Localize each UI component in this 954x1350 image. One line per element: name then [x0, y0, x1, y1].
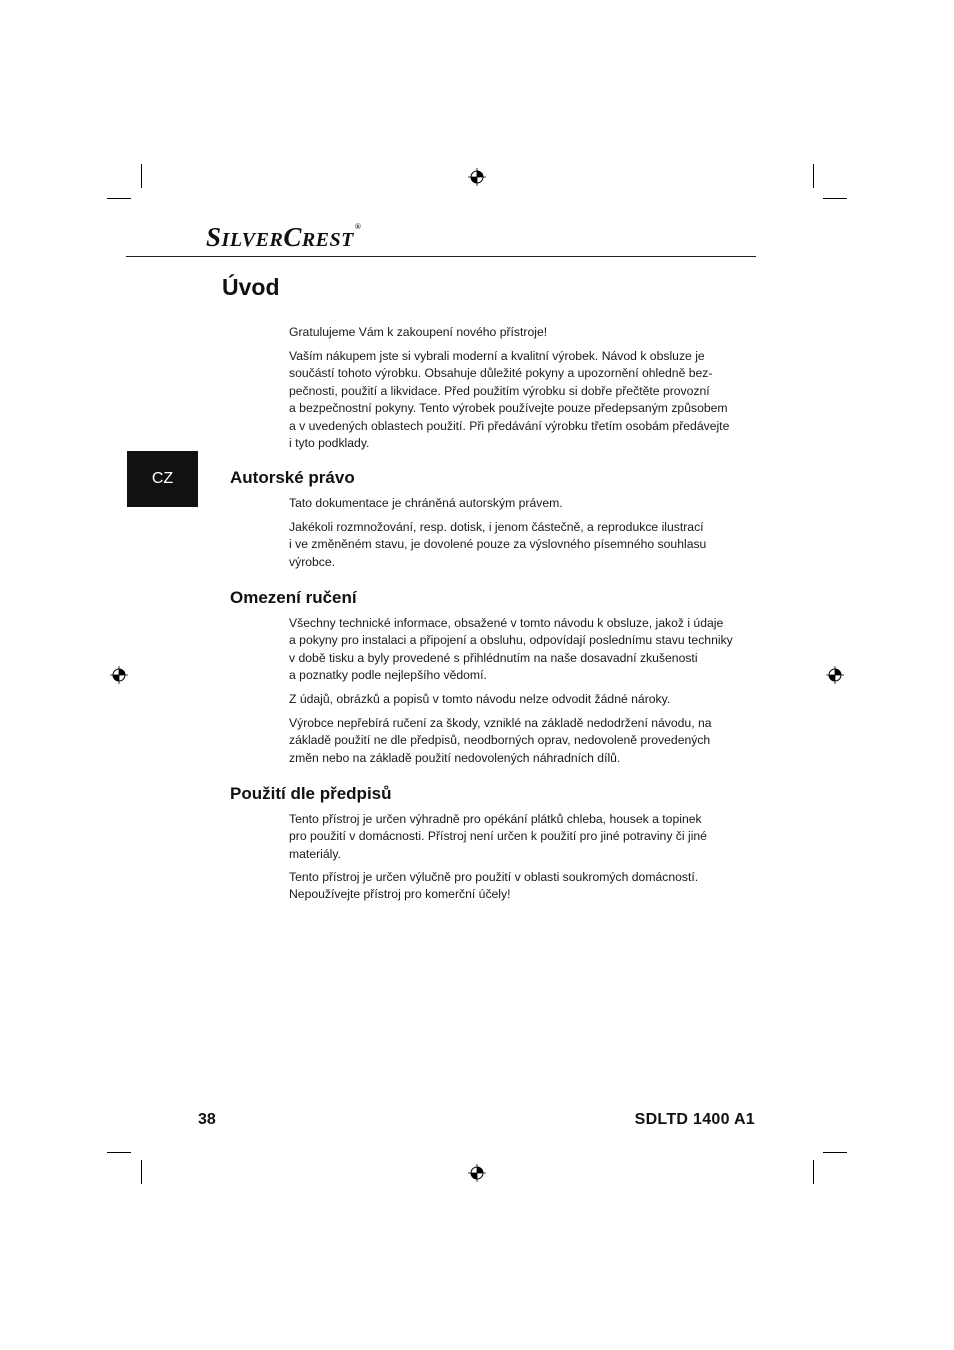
logo-letters: REST [301, 229, 354, 251]
text-line: Jakékoli rozmnožování, resp. dotisk, i jenom částečně, a reprodukce ilustrací [289, 520, 704, 534]
crop-mark [141, 164, 142, 188]
text-line: Nepoužívejte přístroj pro komerční účely! [289, 887, 511, 902]
brand-logo [206, 222, 361, 250]
text-line: Vaším nákupem jste si vybrali moderní a kvalitní výrobek. Návod k obsluze je [289, 349, 705, 363]
text-line: Tento přístroj je určen výhradně pro opékání plátků chleba, housek a topinek [289, 812, 702, 826]
logo-letter: C [283, 222, 302, 252]
copyright-paragraph-1 [289, 495, 739, 512]
language-tab: CZ [127, 451, 198, 507]
text-line: Výrobce nepřebírá ručení za škody, vzniklé na základě nedodržení návodu, na [289, 716, 712, 730]
logo-letter: S [206, 222, 222, 252]
liability-paragraph-3 [289, 715, 739, 767]
text-line: pro použití v domácnosti. Přístroj není určen k použití pro jiné potraviny či jiné [289, 829, 707, 844]
text-line: výrobce. [289, 554, 336, 569]
crop-mark [107, 198, 131, 199]
text-line: i ve změněném stavu, je dovolené pouze za výslovného písemného souhlasu [289, 537, 707, 552]
header-rule [126, 256, 756, 257]
crop-mark [813, 164, 814, 188]
crop-mark [107, 1152, 131, 1153]
registration-mark-icon [826, 666, 844, 684]
intro-paragraph-2 [289, 348, 739, 452]
intro-paragraph-1 [289, 324, 739, 341]
registration-mark-icon [468, 168, 486, 186]
text-line: změn nebo na základě použití nedovolených náhradních dílů. [289, 750, 621, 765]
section-heading-liability: Omezení ručení [230, 588, 357, 607]
registration-mark-icon [468, 1164, 486, 1182]
page-title: Úvod [222, 274, 280, 300]
section-heading-copyright: Autorské právo [230, 468, 355, 487]
crop-mark [141, 1160, 142, 1184]
text-line: a bezpečnostní pokyny. Tento výrobek používejte pouze předepsaným způsobem [289, 401, 728, 416]
text-line: a pokyny pro instalaci a připojení a obsluhu, odpovídají poslednímu stavu techniky [289, 633, 733, 648]
crop-mark [813, 1160, 814, 1184]
registered-mark: ® [354, 222, 362, 231]
liability-paragraph-1 [289, 615, 739, 685]
copyright-paragraph-2 [289, 519, 739, 571]
registration-mark-icon [110, 666, 128, 684]
text-line: součástí tohoto výrobku. Obsahuje důležité pokyny a upozornění ohledně bez- [289, 366, 713, 381]
text-line: Gratulujeme Vám k zakoupení nového přístroje! [289, 325, 548, 339]
text-line: i tyto podklady. [289, 436, 370, 451]
intended-use-paragraph-1 [289, 811, 739, 863]
text-line: základě použití ne dle předpisů, neodborných oprav, nedovoleně provedených [289, 733, 711, 748]
page-number: 38 [198, 1111, 216, 1128]
liability-paragraph-2 [289, 691, 739, 708]
intended-use-paragraph-2 [289, 869, 739, 904]
text-line: materiály. [289, 846, 341, 861]
logo-letters: ILVER [221, 229, 284, 251]
text-line: pečnosti, použití a likvidace. Před použitím výrobku si dobře přečtěte provozní [289, 383, 710, 398]
text-line: v době tisku a byly provedené s přihlédnutím na naše dosavadní zkušenosti [289, 650, 698, 665]
section-heading-intended-use: Použití dle předpisů [230, 784, 392, 803]
crop-mark [823, 1152, 847, 1153]
crop-mark [823, 198, 847, 199]
text-line: a v uvedených oblastech použití. Při předávání výrobku třetím osobám předávejte [289, 418, 730, 433]
text-line: Z údajů, obrázků a popisů v tomto návodu nelze odvodit žádné nároky. [289, 692, 671, 706]
text-line: Všechny technické informace, obsažené v tomto návodu k obsluze, jakož i údaje [289, 616, 724, 630]
text-line: Tento přístroj je určen výlučně pro použití v oblasti soukromých domácností. [289, 870, 699, 884]
model-number: SDLTD 1400 A1 [634, 1111, 755, 1128]
text-line: a poznatky podle nejlepšího vědomí. [289, 668, 487, 683]
text-line: Tato dokumentace je chráněná autorským právem. [289, 496, 563, 510]
